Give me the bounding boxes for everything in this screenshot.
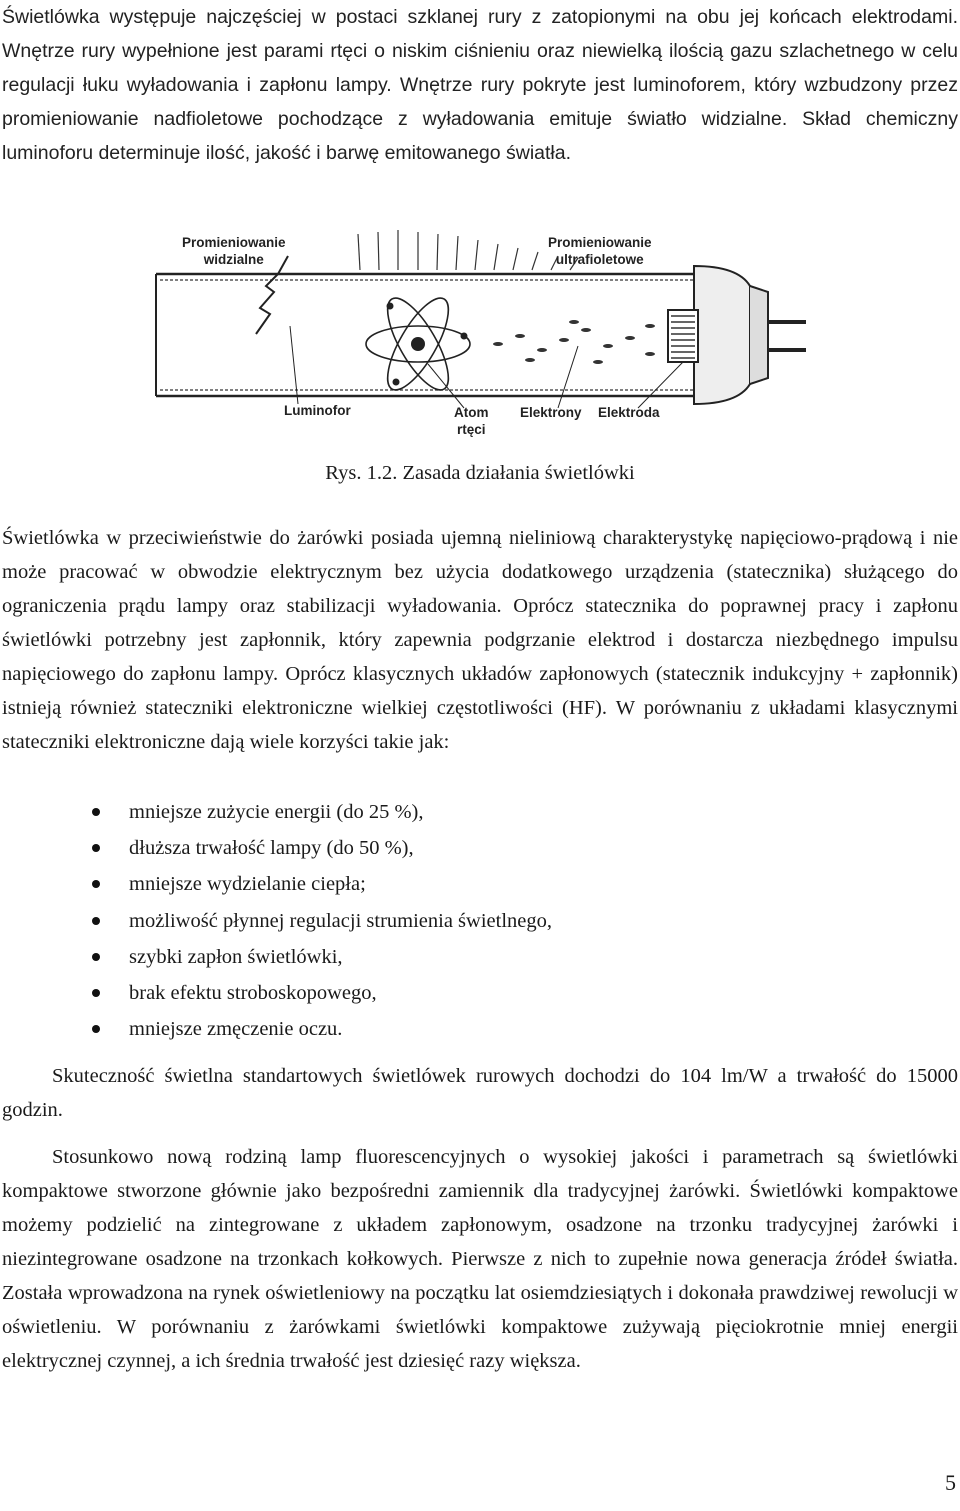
fluorescent-lamp-figure [138, 226, 822, 444]
bullet-icon [92, 953, 100, 961]
list-item: mniejsze wydzielanie ciepła; [0, 867, 552, 903]
figure-caption: Rys. 1.2. Zasada działania świetlówki [325, 462, 635, 484]
list-item: mniejsze zużycie energii (do 25 %), [0, 795, 552, 831]
bullet-icon [92, 844, 100, 852]
intro-paragraph: Świetlówka występuje najczęściej w postaci szklanej rury z zatopionymi na obu jej końcach elektrodami. Wnętrze rury wypełnione jest parami rtęci o niskim ciśnieniu oraz niewielką ilością gazu szlachetnego w celu regulacji łuku wyładowania i zapłonu lampy. Wnętrze rury pokryte jest luminoforem, który wzbudzony przez promieniowanie nadfioletowe pochodzące z wyładowania emituje światło widzialne. Skład chemiczny luminoforu determinuje ilość, jakość i barwę emitowanego światła. [2, 6, 958, 164]
label-electrons: Elektrony [520, 405, 582, 420]
bullet-icon [92, 808, 100, 816]
list-item: możliwość płynnej regulacji strumienia świetlnego, [0, 904, 552, 940]
bullet-icon [92, 1025, 100, 1033]
list-item: mniejsze zmęczenie oczu. [0, 1012, 552, 1048]
paragraph-efficacy: Skuteczność świetlna standartowych świetlówek rurowych dochodzi do 104 lm/W a trwałość do 15000 godzin. [2, 1065, 958, 1121]
bullet-icon [92, 880, 100, 888]
list-item: dłuższa trwałość lampy (do 50 %), [0, 831, 552, 867]
page-number: 5 [945, 1470, 956, 1495]
label-electrode: Elektroda [598, 405, 660, 420]
list-item: szybki zapłon świetlówki, [0, 940, 552, 976]
paragraph-ballast: Świetlówka w przeciwieństwie do żarówki posiada ujemną nieliniową charakterystykę napięciowo-prądową i nie może pracować w obwodzie elektrycznym bez użycia dodatkowego urządzenia (statecznika) służącego do ograniczenia prądu lampy oraz stabilizacji wyładowania. Oprócz statecznika do poprawnej pracy i zapłonu świetlówki potrzebny jest zapłonnik, który zapewnia podgrzanie elektrod i dostarcza niezbędnego impulsu napięciowego do zapłonu lampy. Oprócz klasycznych układów zapłonowych (statecznik indukcyjny + zapłonnik) istnieją również stateczniki elektroniczne wielkiej częstotliwości (HF). W porównaniu z układami klasycznymi stateczniki elektroniczne dają wiele korzyści takie jak: [2, 527, 958, 753]
advantages-list [0, 795, 552, 1048]
bullet-icon [92, 917, 100, 925]
list-item: brak efektu stroboskopowego, [0, 976, 552, 1012]
label-phosphor: Luminofor [284, 403, 351, 418]
label-visible-radiation: Promieniowanie widzialne [182, 235, 286, 267]
label-mercury-atom: Atom rtęci [454, 405, 489, 437]
paragraph-compact-lamps: Stosunkowo nową rodziną lamp fluorescencyjnych o wysokiej jakości i parametrach są świetlówki kompaktowe stworzone głównie jako bezpośredni zamiennik dla tradycyjnej żarówki. Świetlówki kompaktowe możemy podzielić na zintegrowane z układem zapłonowym, osadzone na trzonku tradycyjnej żarówki i niezintegrowane osadzone na trzonkach kołkowych. Pierwsze z nich to zupełnie nowa generacja źródeł światła. Została wprowadzona na rynek oświetleniowy na początku lat osiemdziesiątych i dokonała prawdziwej rewolucji w oświetleniu. W porównaniu z żarówkami świetlówki kompaktowe zużywają pięciokrotnie mniej energii elektrycznej czynnej, a ich średnia trwałość jest dziesięć razy większa. [2, 1146, 958, 1372]
label-uv-radiation: Promieniowanie ultrafioletowe [548, 235, 652, 267]
bullet-icon [92, 989, 100, 997]
